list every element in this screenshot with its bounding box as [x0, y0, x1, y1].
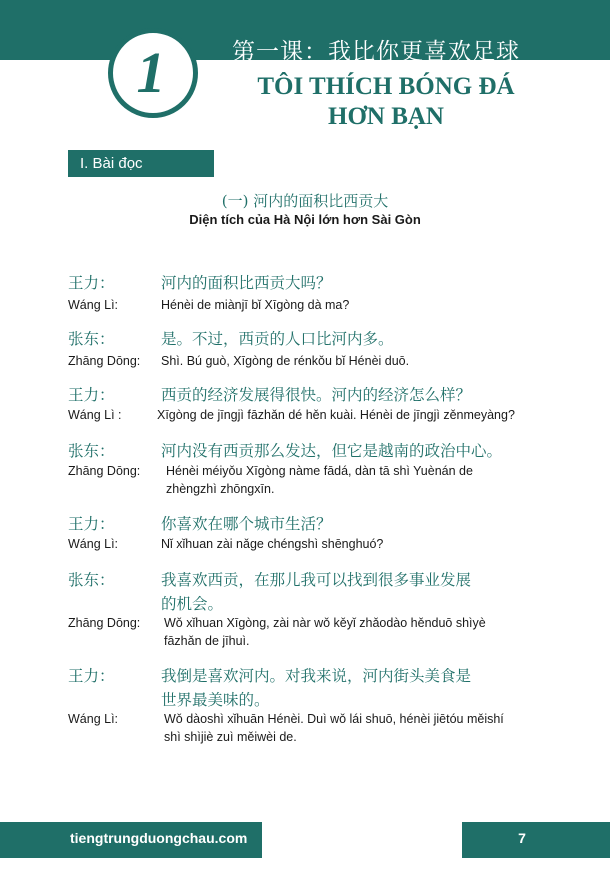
speaker-zh: 王力：	[68, 667, 115, 685]
speaker-zh: 王力：	[68, 274, 115, 292]
dialogue-pinyin-line: Xīgòng de jīngjì fāzhǎn dé hěn kuài. Hénèi de jīngjì zěnmeyàng?	[157, 408, 515, 422]
dialogue-pinyin-line: Shì. Bú guò, Xīgòng de rénkǒu bǐ Hénèi duō.	[161, 354, 410, 368]
speaker-zh: 张东：	[68, 571, 115, 589]
lesson-number: 1	[136, 40, 166, 105]
dialogue-zh-line: 西贡的经济发展得很快。河内的经济怎么样？	[161, 386, 472, 404]
speaker-pinyin: Wáng Lì :	[68, 408, 122, 422]
speaker-pinyin: Wáng Lì:	[68, 712, 119, 726]
dialogue-zh-line: 我喜欢西贡，在那儿我可以找到很多事业发展	[161, 571, 472, 589]
reading-title-vi: Diện tích của Hà Nội lớn hơn Sài Gòn	[189, 212, 421, 227]
speaker-pinyin: Zhāng Dōng:	[68, 354, 141, 368]
dialogue-zh-line: 是。不过，西贡的人口比河内多。	[161, 330, 394, 348]
dialogue-pinyin-line: Hénèi méiyǒu Xīgòng nàme fādá, dàn tā shì Yuènán de	[166, 464, 473, 478]
dialogue-pinyin-line: Wǒ xǐhuan Xīgòng, zài nàr wǒ kěyǐ zhǎodào hěnduō shìyè	[164, 616, 486, 630]
dialogue-pinyin-line: fāzhǎn de jīhuì.	[164, 634, 250, 648]
dialogue-zh-line: 河内的面积比西贡大吗？	[161, 274, 332, 292]
footer-website: tiengtrungduongchau.com	[70, 830, 248, 846]
dialogue-zh-line: 的机会。	[161, 595, 224, 613]
section-heading: I. Bài đọc	[68, 150, 214, 177]
speaker-zh: 张东：	[68, 442, 115, 460]
dialogue-pinyin-line: zhèngzhì zhōngxīn.	[166, 482, 275, 496]
speaker-zh: 王力：	[68, 386, 115, 404]
dialogue-pinyin-line: shì shìjiè zuì měiwèi de.	[164, 730, 297, 744]
lesson-title-zh: 第一课：我比你更喜欢足球	[232, 39, 520, 65]
speaker-pinyin: Zhāng Dōng:	[68, 464, 141, 478]
page-number: 7	[518, 830, 526, 846]
lesson-title-vi	[236, 72, 536, 132]
dialogue-pinyin-line: Hénèi de miànjī bǐ Xīgòng dà ma?	[161, 298, 350, 312]
speaker-pinyin: Zhāng Dōng:	[68, 616, 141, 630]
dialogue-zh-line: 河内没有西贡那么发达，但它是越南的政治中心。	[161, 442, 503, 460]
lesson-number-badge	[108, 28, 198, 118]
speaker-zh: 王力：	[68, 515, 115, 533]
lesson-title-vi-line1: TÔI THÍCH BÓNG ĐÁ	[257, 73, 515, 100]
dialogue-zh-line: 世界最美味的。	[161, 691, 270, 709]
lesson-title-vi-line2: HƠN BẠN	[328, 103, 444, 130]
speaker-pinyin: Wáng Lì:	[68, 298, 119, 312]
dialogue-zh-line: 你喜欢在哪个城市生活？	[161, 515, 332, 533]
speaker-pinyin: Wáng Lì:	[68, 537, 119, 551]
dialogue-zh-line: 我倒是喜欢河内。对我来说，河内街头美食是	[161, 667, 472, 685]
footer-website-band	[0, 822, 262, 858]
footer-page-band	[462, 822, 610, 858]
dialogue-pinyin-line: Nǐ xǐhuan zài nǎge chéngshì shēnghuó?	[161, 537, 384, 551]
speaker-zh: 张东：	[68, 330, 115, 348]
dialogue-pinyin-line: Wǒ dàoshì xǐhuān Hénèi. Duì wǒ lái shuō, hénèi jiētóu měishí	[164, 712, 504, 726]
reading-title-zh: (一) 河内的面积比西贡大	[221, 192, 389, 210]
